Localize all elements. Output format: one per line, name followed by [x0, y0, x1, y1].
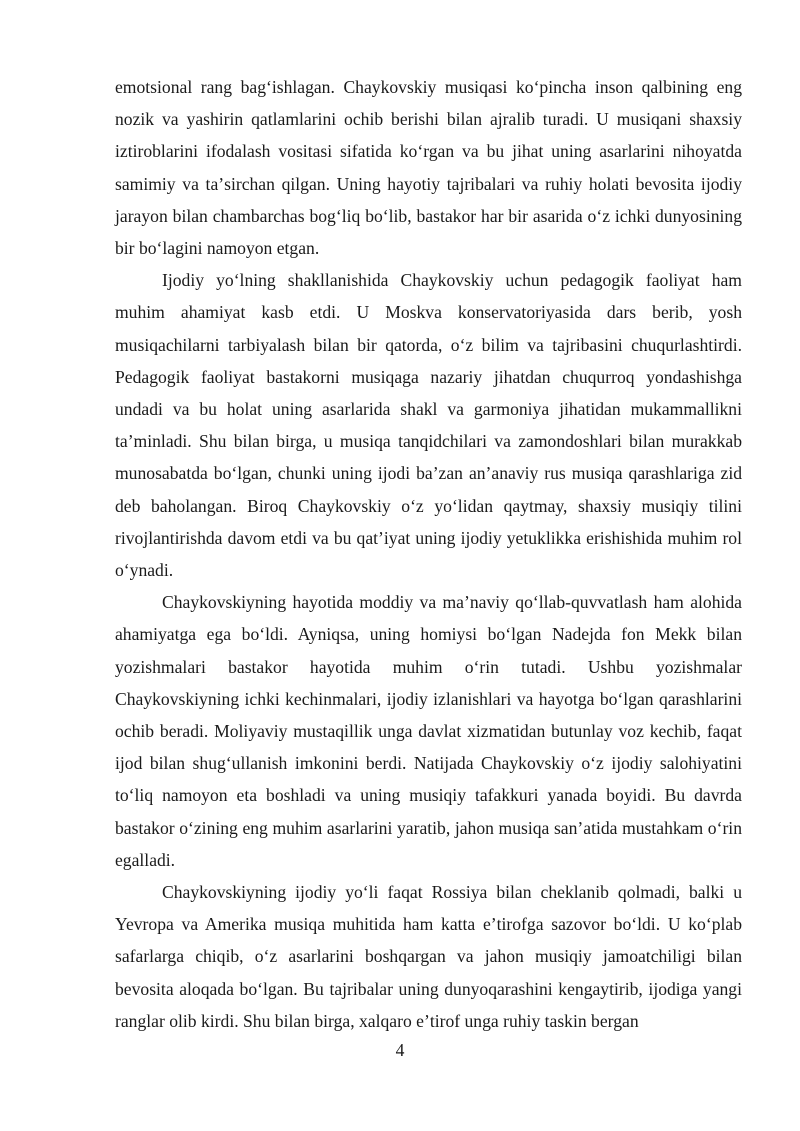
body-text	[115, 71, 742, 1037]
paragraph-continuation: emotsional rang bagʻishlagan. Chaykovskiy musiqasi koʻpincha inson qalbining eng nozik va yashirin qatlamlarini ochib berishi bilan ajralib turadi. U musiqani shaxsiy iztiroblarini ifodalash vositasi sifatida koʻrgan va bu jihat uning asarlarini nihoyatda samimiy va taʼsirchan qilgan. Uning hayotiy tajribalari va ruhiy holati bevosita ijodiy jarayon bilan chambarchas bogʻliq boʻlib, bastakor har bir asarida oʻz ichki dunyosining bir boʻlagini namoyon etgan.	[115, 77, 742, 259]
paragraph-pedagogical-activity: Ijodiy yoʻlning shakllanishida Chaykovskiy uchun pedagogik faoliyat ham muhim ahamiyat kasb etdi. U Moskva konservatoriyasida dars berib, yosh musiqachilarni tarbiyalash bilan bir qatorda, oʻz bilim va tajribasini chuqurlashtirdi. Pedagogik faoliyat bastakorni musiqaga nazariy jihatdan chuqurroq yondashishga undadi va bu holat uning asarlarida shakl va garmoniya jihatidan mukammallikni taʼminladi. Shu bilan birga, u musiqa tanqidchilari va zamondoshlari bilan murakkab munosabatda boʻlgan, chunki uning ijodi baʼzan anʼanaviy rus musiqa qarashlariga zid deb baholangan. Biroq Chaykovskiy oʻz yoʻlidan qaytmay, shaxsiy musiqiy tilini rivojlantirishda davom etdi va bu qatʼiyat uning ijodiy yetuklikka erishishida muhim rol oʻynadi.	[115, 270, 742, 581]
paragraph-international-recognition: Chaykovskiyning ijodiy yoʻli faqat Rossiya bilan cheklanib qolmadi, balki u Yevropa va Amerika musiqa muhitida ham katta eʼtirofga sazovor boʻldi. U koʻplab safarlarga chiqib, oʻz asarlarini boshqargan va jahon musiqiy jamoatchiligi bilan bevosita aloqada boʻlgan. Bu tajribalar uning dunyoqarashini kengaytirib, ijodiga yangi ranglar olib kirdi. Shu bilan birga, xalqaro eʼtirof unga ruhiy taskin bergan	[115, 882, 742, 1031]
paragraph-material-support: Chaykovskiyning hayotida moddiy va maʼnaviy qoʻllab-quvvatlash ham alohida ahamiyatga ega boʻldi. Ayniqsa, uning homiysi boʻlgan Nadejda fon Mekk bilan yozishmalari bastakor hayotida muhim oʻrin tutadi. Ushbu yozishmalar Chaykovskiyning ichki kechinmalari, ijodiy izlanishlari va hayotga boʻlgan qarashlarini ochib beradi. Moliyaviy mustaqillik unga davlat xizmatidan butunlay voz kechib, faqat ijod bilan shugʻullanish imkonini berdi. Natijada Chaykovskiy oʻz ijodiy salohiyatini toʻliq namoyon eta boshladi va uning musiqiy tafakkuri yanada boyidi. Bu davrda bastakor oʻzining eng muhim asarlarini yaratib, jahon musiqa sanʼatida mustahkam oʻrin egalladi.	[115, 592, 742, 870]
page-number: 4	[395, 1040, 405, 1060]
